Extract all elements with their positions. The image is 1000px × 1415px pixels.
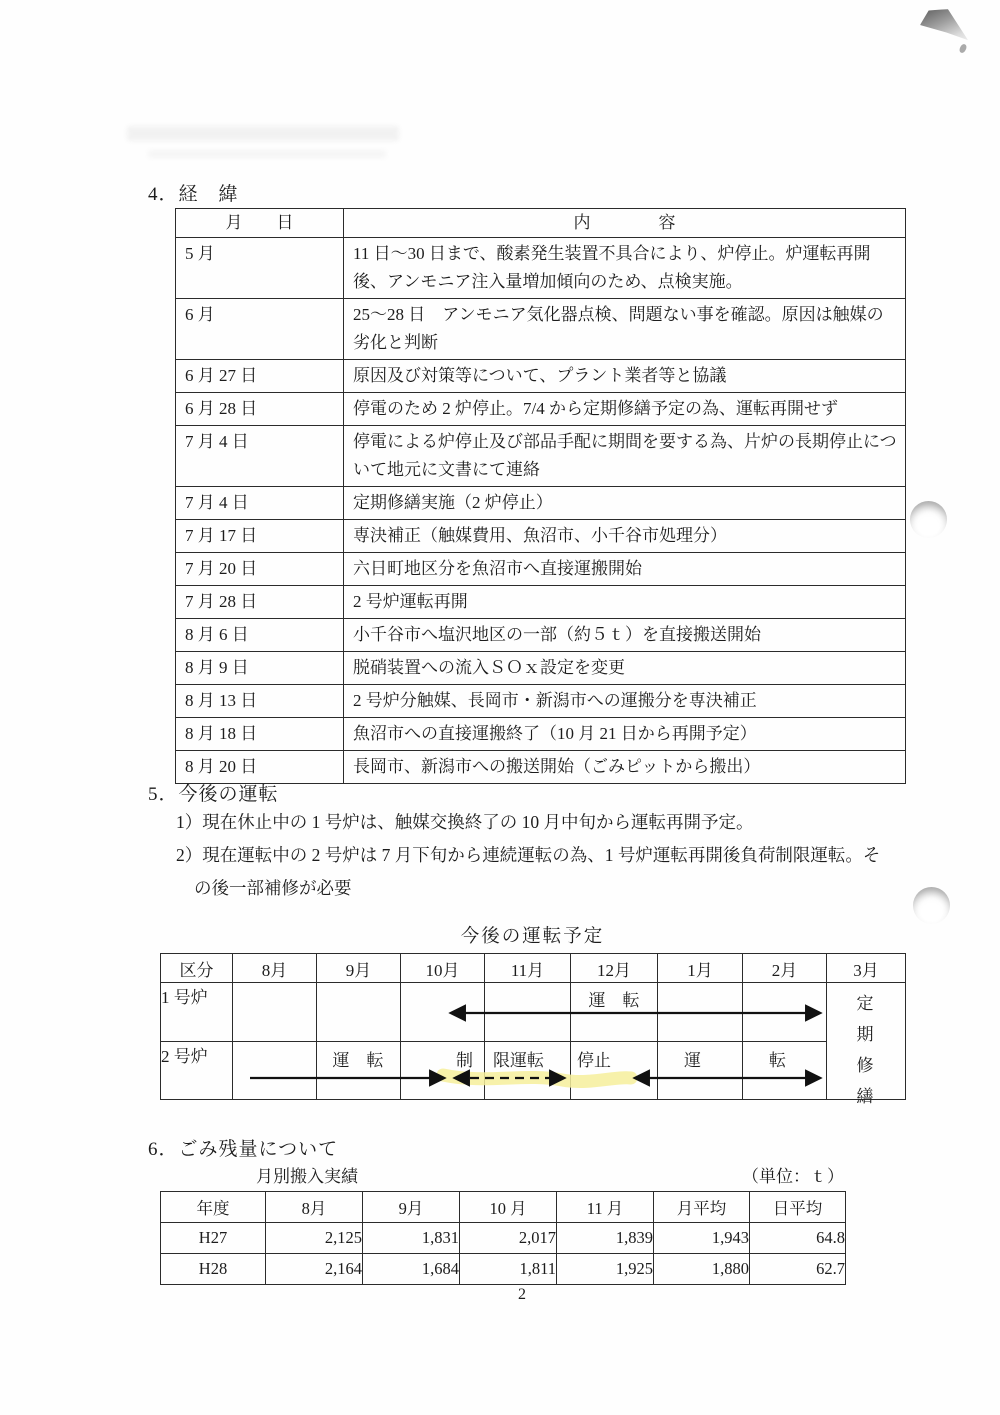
content-cell: 魚沼市への直接運搬終了（10 月 21 日から再開予定） — [344, 718, 906, 751]
content-cell: 25～28 日 アンモニア気化器点検、問題ない事を確認。原因は触媒の劣化と判断 — [344, 299, 906, 360]
section5-item-1: 1）現在休止中の 1 号炉は、触媒交換終了の 10 月中旬から運転再開予定。 — [176, 812, 754, 832]
date-cell: 6 月 — [176, 299, 344, 360]
section4-heading: 4．経 緯 — [148, 184, 239, 205]
history-col-date: 月 日 — [176, 209, 344, 238]
table-row — [176, 520, 906, 553]
date-cell: 8 月 13 日 — [176, 685, 344, 718]
date-cell: 7 月 17 日 — [176, 520, 344, 553]
table-row — [176, 299, 906, 360]
section5-item-2-continued: の後一部補修が必要 — [194, 878, 352, 898]
furnace1-unten-label: 運 転 — [588, 991, 640, 1010]
scan-artifact-speck — [958, 43, 967, 54]
col-year: 年度 — [161, 1192, 266, 1223]
content-cell: 原因及び対策等について、プラント業者等と協議 — [344, 360, 906, 393]
table-row — [176, 586, 906, 619]
content-cell: 専決補正（触媒費用、魚沼市、小千谷市処理分） — [344, 520, 906, 553]
schedule-table — [160, 953, 906, 1100]
section5-item-2: 2）現在運転中の 2 号炉は 7 月下旬から連続運転の為、1 号炉運転再開後負荷制限運転。そ — [176, 845, 881, 865]
schedule-title: 今後の運転予定 — [460, 927, 605, 947]
date-cell: 6 月 27 日 — [176, 360, 344, 393]
stop-label: 停止 — [577, 1051, 611, 1070]
scan-artifact-bleedthrough — [127, 126, 399, 141]
history-table — [175, 208, 906, 784]
schedule-col-nov: 11月 — [485, 954, 571, 983]
content-cell: 定期修繕実施（2 炉停止） — [344, 487, 906, 520]
schedule-col-sep: 9月 — [317, 954, 401, 983]
monthly-intake-table — [160, 1191, 846, 1285]
monthly-table-title: 月別搬入実績 — [256, 1167, 358, 1186]
restricted-label-genunten: 限運転 — [493, 1051, 544, 1070]
value-cell: 1,831 — [363, 1223, 460, 1254]
date-cell: 8 月 6 日 — [176, 619, 344, 652]
table-row — [176, 751, 906, 784]
content-cell: 停電のため 2 炉停止。7/4 から定期修繕予定の為、運転再開せず — [344, 393, 906, 426]
scan-artifact-bleedthrough — [148, 150, 386, 158]
value-cell: 2,164 — [266, 1254, 363, 1285]
value-cell: 1,880 — [654, 1254, 750, 1285]
content-cell: 六日町地区分を魚沼市へ直接運搬開始 — [344, 553, 906, 586]
content-cell: 脱硝装置への流入ＳＯｘ設定を変更 — [344, 652, 906, 685]
scan-artifact-corner-fold — [920, 9, 968, 47]
table-row — [176, 238, 906, 299]
schedule-col-oct: 10月 — [401, 954, 485, 983]
table-row — [176, 393, 906, 426]
date-cell: 7 月 28 日 — [176, 586, 344, 619]
value-cell: 1,943 — [654, 1223, 750, 1254]
furnace2-unten-label: 運 転 — [332, 1051, 384, 1070]
unten-label-un: 運 — [684, 1051, 701, 1070]
col-daily-avg: 日平均 — [750, 1192, 846, 1223]
date-cell: 7 月 4 日 — [176, 487, 344, 520]
content-cell: 11 日～30 日まで、酸素発生装置不具合により、炉停止。炉運転再開後、アンモニア注入量増加傾向のため、点検実施。 — [344, 238, 906, 299]
table-row — [161, 1223, 846, 1254]
periodic-repair-label: 定期修繕 — [856, 994, 874, 1106]
value-cell: 1,839 — [557, 1223, 654, 1254]
page-number: 2 — [518, 1286, 526, 1303]
date-cell: 8 月 18 日 — [176, 718, 344, 751]
date-cell: 5 月 — [176, 238, 344, 299]
table-row — [176, 426, 906, 487]
date-cell: 6 月 28 日 — [176, 393, 344, 426]
content-cell: 長岡市、新潟市への搬送開始（ごみピットから搬出） — [344, 751, 906, 784]
monthly-header-row — [161, 1192, 846, 1223]
value-cell: 1,684 — [363, 1254, 460, 1285]
content-cell: 小千谷市へ塩沢地区の一部（約５ｔ）を直接搬送開始 — [344, 619, 906, 652]
content-cell: 2 号炉運転再開 — [344, 586, 906, 619]
punch-hole-top — [910, 501, 947, 538]
col-oct: 10 月 — [460, 1192, 557, 1223]
punch-hole-bottom — [913, 887, 950, 924]
furnace1-label: 1 号炉 — [161, 983, 233, 1042]
restricted-label-sei: 制 — [456, 1051, 473, 1070]
schedule-col-dec: 12月 — [571, 954, 658, 983]
table-row — [176, 652, 906, 685]
content-cell: 2 号炉分触媒、長岡市・新潟市への運搬分を専決補正 — [344, 685, 906, 718]
history-col-content: 内 容 — [344, 209, 906, 238]
section6-heading: 6．ごみ残量について — [148, 1139, 339, 1160]
schedule-col-aug: 8月 — [233, 954, 317, 983]
date-cell: 7 月 20 日 — [176, 553, 344, 586]
value-cell: 1,811 — [460, 1254, 557, 1285]
date-cell: 8 月 20 日 — [176, 751, 344, 784]
date-cell: 7 月 4 日 — [176, 426, 344, 487]
table-row — [176, 685, 906, 718]
col-sep: 9月 — [363, 1192, 460, 1223]
table-row — [161, 1254, 846, 1285]
history-header-row — [176, 209, 906, 238]
value-cell: 1,925 — [557, 1254, 654, 1285]
year-cell: H27 — [161, 1223, 266, 1254]
col-nov: 11 月 — [557, 1192, 654, 1223]
value-cell: 2,017 — [460, 1223, 557, 1254]
content-cell: 停電による炉停止及び部品手配に期間を要する為、片炉の長期停止について地元に文書にて連絡 — [344, 426, 906, 487]
col-aug: 8月 — [266, 1192, 363, 1223]
table-row — [176, 553, 906, 586]
schedule-header-row — [161, 954, 906, 983]
schedule-col-kubun: 区分 — [161, 954, 233, 983]
value-cell: 2,125 — [266, 1223, 363, 1254]
value-cell: 64.8 — [750, 1223, 846, 1254]
col-monthly-avg: 月平均 — [654, 1192, 750, 1223]
section5-heading: 5．今後の運転 — [148, 784, 279, 805]
schedule-row-furnace1 — [161, 983, 906, 1042]
table-row — [176, 487, 906, 520]
table-row — [176, 360, 906, 393]
schedule-col-mar: 3月 — [827, 954, 906, 983]
table-row — [176, 619, 906, 652]
unten-label-ten: 転 — [769, 1051, 786, 1070]
date-cell: 8 月 9 日 — [176, 652, 344, 685]
schedule-col-jan: 1月 — [658, 954, 743, 983]
unit-label: （単位：ｔ） — [742, 1167, 844, 1186]
furnace2-label: 2 号炉 — [161, 1042, 233, 1100]
operation-schedule — [160, 922, 905, 1106]
table-row — [176, 718, 906, 751]
value-cell: 62.7 — [750, 1254, 846, 1285]
schedule-col-feb: 2月 — [743, 954, 827, 983]
year-cell: H28 — [161, 1254, 266, 1285]
